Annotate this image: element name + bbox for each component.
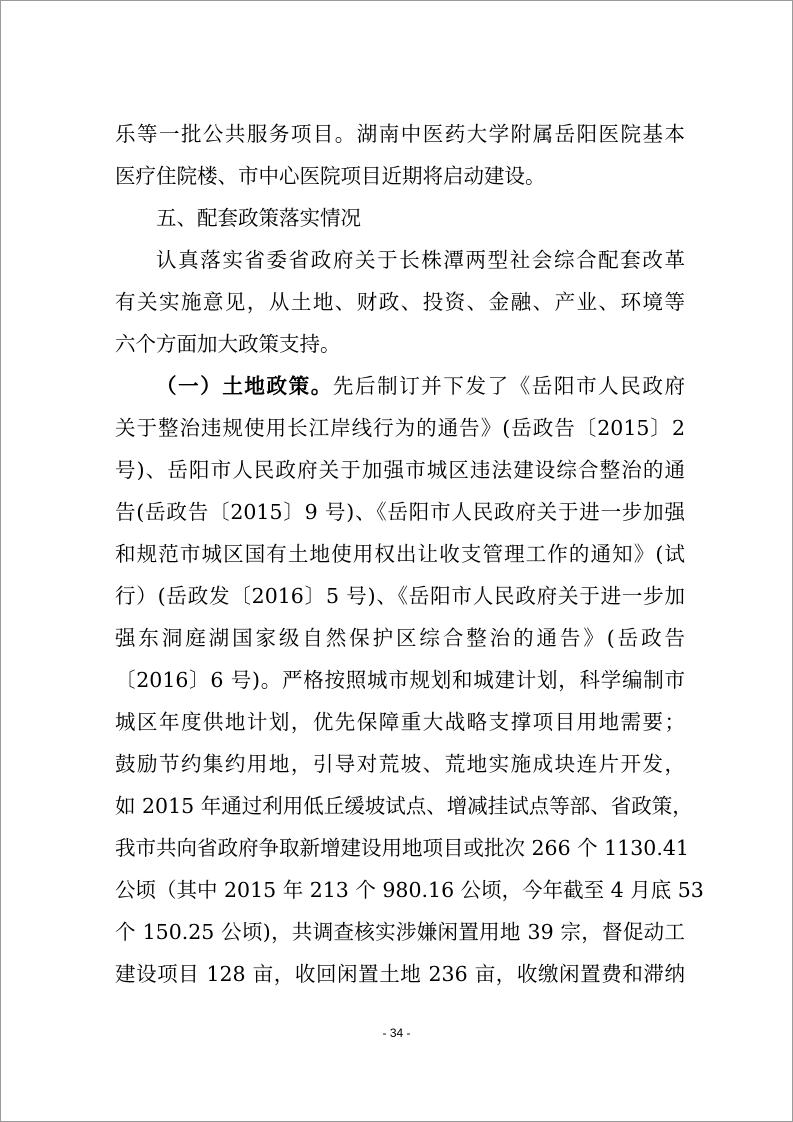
body-line: 鼓励节约集约用地，引导对荒坡、荒地实施成块连片开发， <box>115 752 685 776</box>
body-line: 公顷（其中 2015 年 213 个 980.16 公顷，今年截至 4 月底 53 <box>115 878 704 902</box>
body-line: 告(岳政告〔2015〕9 号)、《岳阳市人民政府关于进一步加强 <box>115 500 685 524</box>
body-line: 〔2016〕6 号)。严格按照城市规划和城建计划，科学编制市 <box>115 668 685 692</box>
body-line: 关于整治违规使用长江岸线行为的通告》(岳政告〔2015〕2 <box>115 416 685 440</box>
body-line: 有关实施意见，从土地、财政、投资、金融、产业、环境等 <box>115 290 685 314</box>
body-line: 行）(岳政发〔2016〕5 号)、《岳阳市人民政府关于进一步加 <box>115 584 685 608</box>
page-number: - 34 - <box>382 1026 411 1040</box>
body-line: 城区年度供地计划，优先保障重大战略支撑项目用地需要； <box>115 710 685 734</box>
body-line: 六个方面加大政策支持。 <box>115 332 341 356</box>
body-line: 强东洞庭湖国家级自然保护区综合整治的通告》(岳政告 <box>115 626 685 650</box>
body-line: 认真落实省委省政府关于长株潭两型社会综合配套改革 <box>156 248 685 272</box>
body-line: 号)、岳阳市人民政府关于加强市城区违法建设综合整治的通 <box>115 458 685 482</box>
body-line: 个 150.25 公顷)，共调查核实涉嫌闲置用地 39 宗，督促动工 <box>115 920 685 944</box>
body-line: 乐等一批公共服务项目。湖南中医药大学附属岳阳医院基本 <box>115 122 685 146</box>
section-heading: 五、配套政策落实情况 <box>156 206 361 230</box>
body-text: 先后制订并下发了《岳阳市人民政府 <box>332 374 686 398</box>
body-line: 我市共向省政府争取新增建设用地项目或批次 266 个 1130.41 <box>115 836 689 860</box>
body-line: 建设项目 128 亩，收回闲置土地 236 亩，收缴闲置费和滞纳 <box>115 962 685 986</box>
body-line: 医疗住院楼、市中心医院项目近期将启动建设。 <box>115 164 546 188</box>
body-line: 和规范市城区国有土地使用权出让收支管理工作的通知》(试 <box>115 542 685 566</box>
subsection-heading: （一）土地政策。 <box>156 374 333 398</box>
body-line: 如 2015 年通过利用低丘缓坡试点、增减挂试点等部、省政策， <box>115 794 693 818</box>
body-line <box>156 371 685 401</box>
